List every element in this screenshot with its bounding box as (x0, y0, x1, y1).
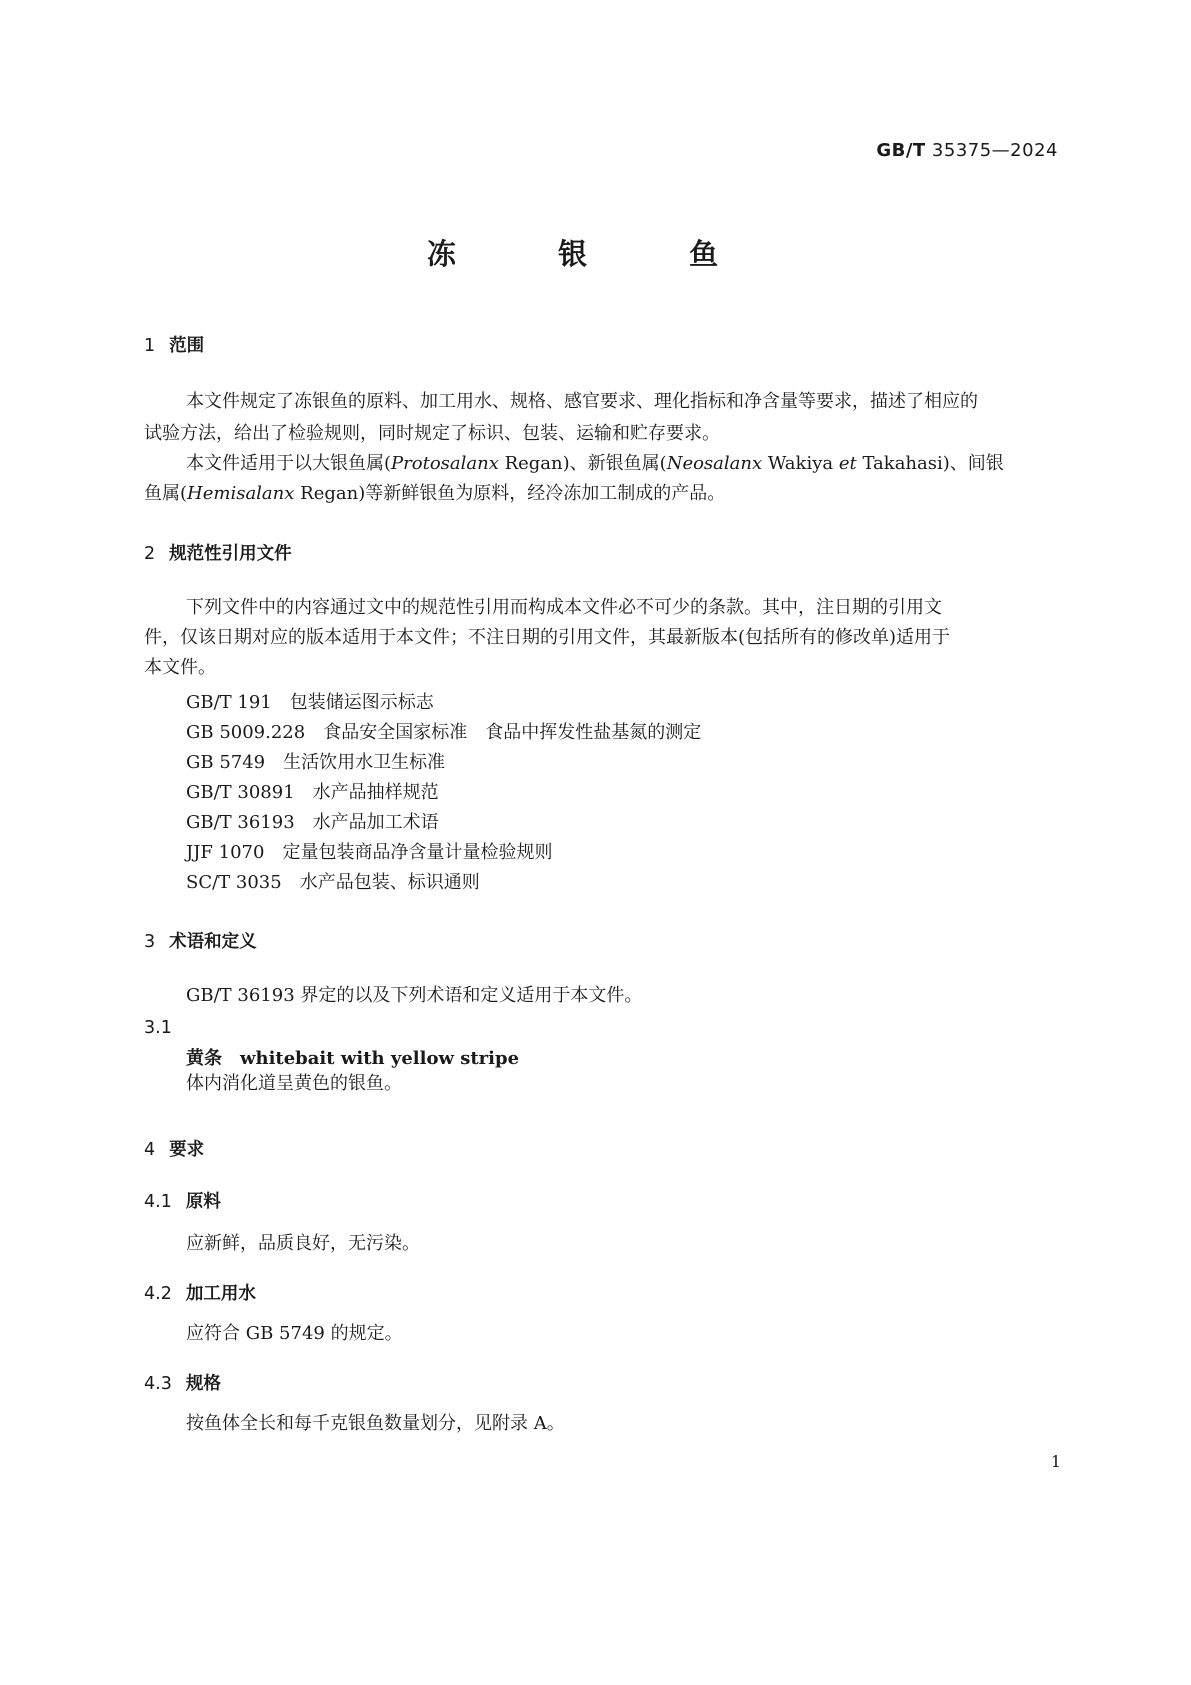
section-number: 1 (144, 336, 156, 356)
reference-code: GB 5749 (186, 752, 266, 773)
reference-item (186, 688, 434, 714)
reference-name: 水产品抽样规范 (312, 782, 439, 803)
section-4-3-heading: 4.3 规格 (144, 1374, 221, 1394)
term-3-1-definition: 体内消化道呈黄色的银鱼。 (186, 1073, 402, 1094)
term-3-1 (186, 1044, 519, 1070)
references-paragraph-line-3: 本文件。 (144, 657, 216, 678)
standard-code-prefix: GB/T (876, 140, 926, 161)
section-number: 3 (144, 932, 156, 952)
reference-item (186, 778, 439, 804)
et-italic: et (838, 453, 857, 474)
section-1-heading (144, 332, 204, 357)
terms-intro: GB/T 36193 界定的以及下列术语和定义适用于本文件。 (186, 985, 643, 1006)
standard-code-number: 35375—2024 (931, 140, 1058, 161)
reference-item (186, 748, 445, 774)
scope-paragraph-2-line-1: 本文件适用于以大银鱼属(Protosalanx Regan)、新银鱼属(Neosalanx Wakiya et Takahasi)、间银 (186, 453, 1004, 474)
reference-code: SC/T 3035 (186, 872, 282, 893)
references-paragraph-line-1: 下列文件中的内容通过文中的规范性引用而构成本文件必不可少的条款。其中，注日期的引用文 (186, 597, 942, 618)
genus-protosalanx: Protosalanx (391, 453, 499, 474)
term-zh: 黄条 (186, 1048, 222, 1069)
reference-name: 包装储运图示标志 (289, 692, 434, 713)
scope-paragraph-1-line-1: 本文件规定了冻银鱼的原料、加工用水、规格、感官要求、理化指标和净含量等要求，描述了相应的 (186, 391, 978, 412)
section-3-heading (144, 928, 257, 953)
section-2-heading (144, 540, 292, 565)
section-title: 要求 (169, 1140, 205, 1160)
reference-code: GB 5009.228 (186, 722, 306, 743)
reference-code: GB/T 36193 (186, 812, 295, 833)
reference-name: 生活饮用水卫生标准 (283, 752, 446, 773)
reference-code: GB/T 30891 (186, 782, 295, 803)
reference-code: JJF 1070 (186, 842, 265, 863)
section-4-1-heading: 4.1 原料 (144, 1192, 221, 1212)
reference-name: 食品安全国家标准 食品中挥发性盐基氮的测定 (323, 722, 702, 743)
reference-item (186, 808, 439, 834)
section-4-heading (144, 1136, 204, 1161)
section-4-3-text: 按鱼体全长和每千克银鱼数量划分，见附录 A。 (186, 1413, 565, 1434)
reference-name: 水产品加工术语 (312, 812, 439, 833)
term-en: whitebait with yellow stripe (240, 1048, 520, 1069)
section-4-2-text: 应符合 GB 5749 的规定。 (186, 1323, 403, 1344)
standard-code (876, 140, 1058, 161)
references-paragraph-line-2: 件，仅该日期对应的版本适用于本文件；不注日期的引用文件，其最新版本(包括所有的修改单)适用于 (144, 627, 951, 648)
section-number: 2 (144, 544, 156, 564)
genus-neosalanx: Neosalanx (666, 453, 763, 474)
genus-hemisalanx: Hemisalanx (187, 483, 295, 504)
page-number: 1 (1050, 1452, 1061, 1471)
scope-paragraph-2-line-2: 鱼属(Hemisalanx Regan)等新鲜银鱼为原料，经冷冻加工制成的产品。 (144, 483, 726, 504)
section-title: 规范性引用文件 (169, 544, 292, 564)
section-title: 术语和定义 (169, 932, 257, 952)
reference-item (186, 838, 552, 864)
reference-name: 定量包装商品净含量计量检验规则 (282, 842, 553, 863)
section-4-2-heading: 4.2 加工用水 (144, 1284, 256, 1304)
reference-name: 水产品包装、标识通则 (299, 872, 480, 893)
reference-item (186, 868, 480, 894)
term-3-1-number: 3.1 (144, 1018, 172, 1038)
document-title: 冻 银 鱼 (426, 237, 765, 271)
section-number: 4 (144, 1140, 156, 1160)
section-4-1-text: 应新鲜，品质良好，无污染。 (186, 1233, 420, 1254)
section-title: 范围 (169, 336, 205, 356)
reference-code: GB/T 191 (186, 692, 272, 713)
reference-item (186, 718, 701, 744)
scope-paragraph-1-line-2: 试验方法，给出了检验规则，同时规定了标识、包装、运输和贮存要求。 (144, 423, 720, 444)
